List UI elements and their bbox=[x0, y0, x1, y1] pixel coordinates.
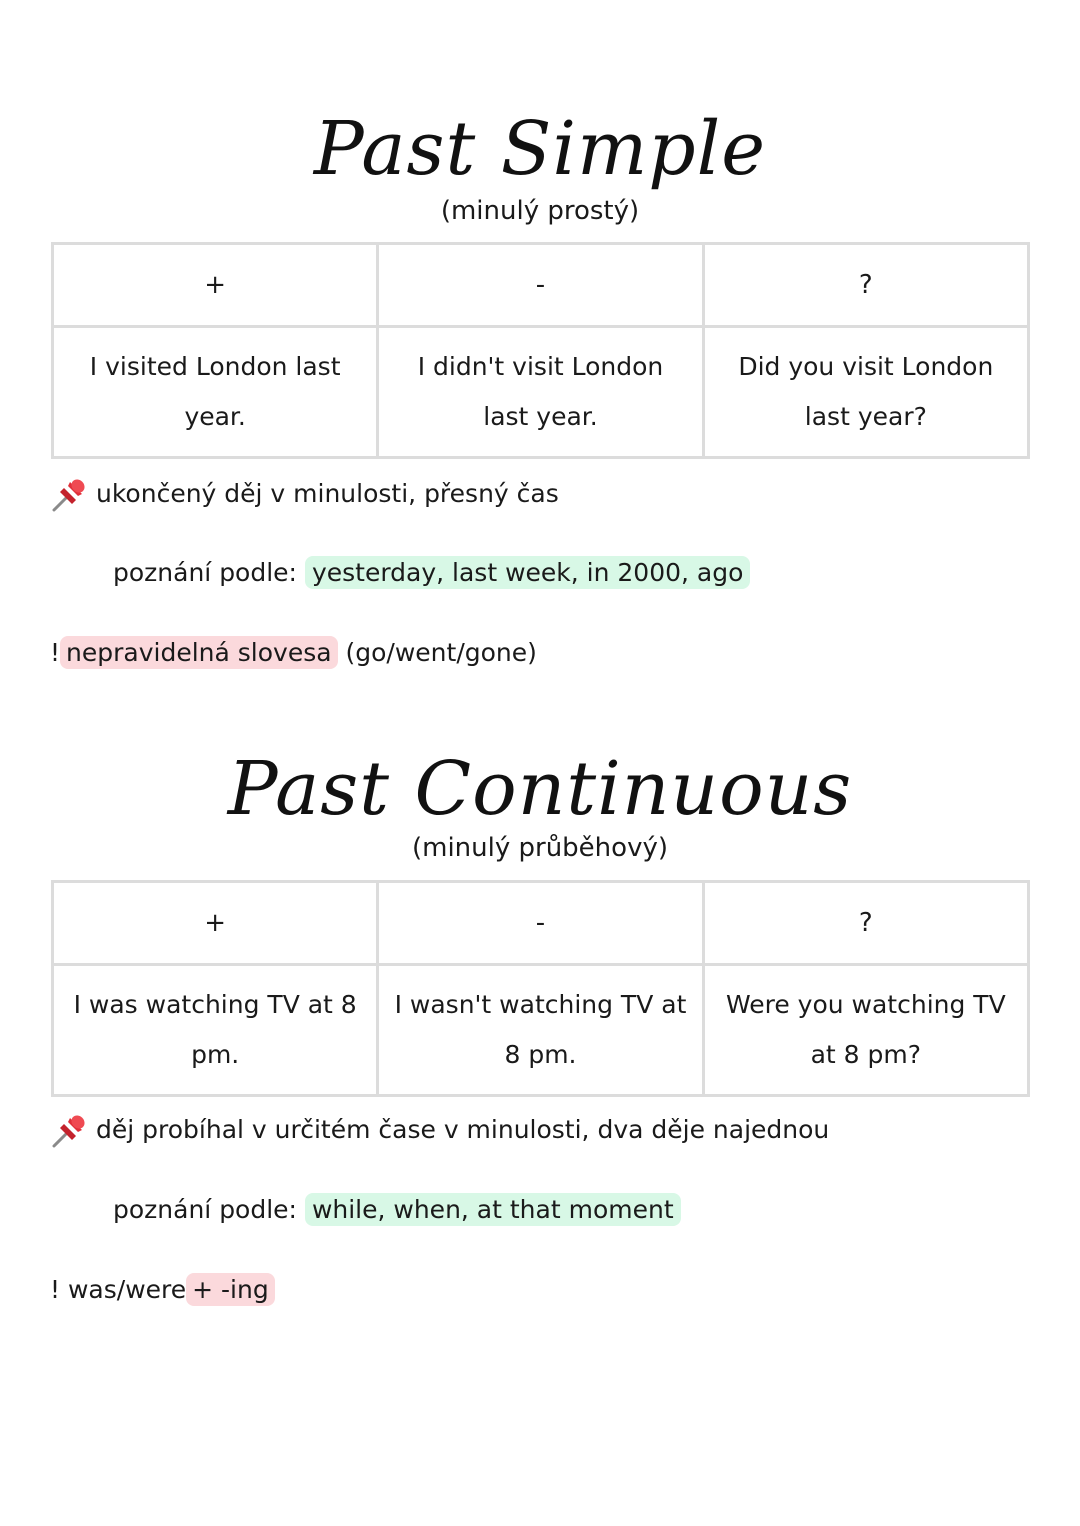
example-negative: I wasn't watching TV at 8 pm. bbox=[378, 965, 703, 1096]
past-continuous-usage bbox=[50, 1110, 829, 1150]
example-question: Did you visit London last year? bbox=[703, 327, 1028, 458]
header-negative: - bbox=[378, 244, 703, 327]
usage-text: děj probíhal v určitém čase v minulosti, dva děje najednou bbox=[96, 1115, 830, 1144]
header-question: ? bbox=[703, 882, 1028, 965]
hint-keywords: yesterday, last week, in 2000, ago bbox=[305, 556, 750, 589]
past-simple-title: Past Simple bbox=[313, 106, 767, 192]
irregular-verbs-highlight: nepravidelná slovesa bbox=[60, 636, 338, 669]
past-continuous-table bbox=[51, 880, 1030, 1097]
pushpin-icon bbox=[50, 474, 90, 514]
past-simple-table bbox=[51, 242, 1030, 459]
past-continuous-hint bbox=[113, 1190, 681, 1230]
hint-keywords: while, when, at that moment bbox=[305, 1193, 681, 1226]
example-question: Were you watching TV at 8 pm? bbox=[703, 965, 1028, 1096]
past-simple-subtitle: (minulý prostý) bbox=[440, 196, 640, 226]
header-negative: - bbox=[378, 882, 703, 965]
past-simple-hint bbox=[113, 553, 750, 593]
was-were-text: was/were bbox=[67, 1275, 187, 1304]
past-continuous-subtitle: (minulý průběhový) bbox=[411, 833, 668, 863]
past-simple-usage bbox=[50, 474, 559, 514]
example-negative: I didn't visit London last year. bbox=[378, 327, 703, 458]
ing-highlight: + -ing bbox=[186, 1273, 275, 1306]
past-simple-warning bbox=[50, 633, 537, 673]
hint-label: poznání podle: bbox=[113, 1195, 297, 1224]
usage-text: ukončený děj v minulosti, přesný čas bbox=[96, 479, 559, 508]
header-positive: + bbox=[53, 882, 378, 965]
header-positive: + bbox=[53, 244, 378, 327]
hint-label: poznání podle: bbox=[113, 558, 297, 587]
pushpin-icon bbox=[50, 1110, 90, 1150]
irregular-example: (go/went/gone) bbox=[345, 638, 537, 667]
warning-mark: ! bbox=[50, 1275, 61, 1304]
past-continuous-title: Past Continuous bbox=[227, 746, 853, 832]
past-continuous-warning bbox=[50, 1270, 275, 1310]
warning-mark: ! bbox=[50, 638, 61, 667]
header-question: ? bbox=[703, 244, 1028, 327]
example-positive: I was watching TV at 8 pm. bbox=[53, 965, 378, 1096]
example-positive: I visited London last year. bbox=[53, 327, 378, 458]
